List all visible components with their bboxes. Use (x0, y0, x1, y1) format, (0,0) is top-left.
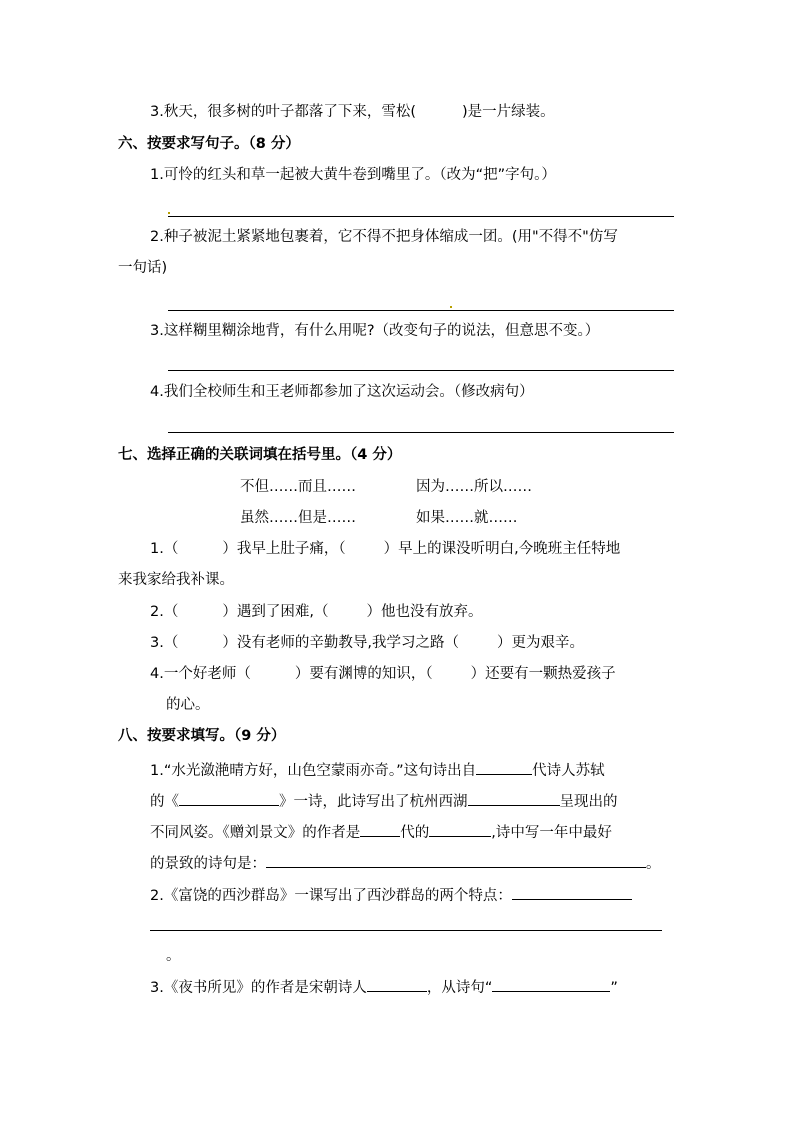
answer-blank[interactable] (179, 790, 279, 806)
section-heading: 六、按要求写句子。（8 分） (118, 136, 300, 152)
question-text: 3.这样糊里糊涂地背，有什么用呢?（改变句子的说法，但意思不变。） (150, 323, 600, 339)
decorative-dot (168, 212, 170, 214)
answer-blank[interactable] (512, 884, 632, 900)
question-text: 一句话) (118, 260, 168, 276)
question-text: 的心。 (166, 697, 210, 713)
option-item: 如果……就…… (416, 510, 518, 526)
answer-line[interactable] (150, 930, 662, 931)
question-row: 1.（ ）我早上肚子痛，（ ）早上的课没听明白,今晚班主任特地 (150, 541, 621, 557)
option-item: 虽然……但是…… (240, 510, 356, 526)
question-row: 1.“水光潋滟晴方好，山色空蒙雨亦奇。”这句诗出自 代诗人苏轼 (150, 759, 605, 781)
answer-blank[interactable] (492, 976, 610, 992)
question-row: 的景致的诗句是： 。 (150, 852, 661, 874)
question-text: 3.秋天，很多树的叶子都落了下来，雪松( (150, 104, 416, 120)
answer-blank[interactable] (360, 821, 400, 837)
answer-blank[interactable] (429, 821, 491, 837)
question-text: 1.可怜的红头和草一起被大黄牛卷到嘴里了。（改为“把”字句。） (150, 167, 556, 183)
answer-line[interactable] (168, 216, 674, 217)
option-item: 因为……所以…… (416, 479, 532, 495)
answer-line[interactable] (168, 310, 674, 311)
answer-blank[interactable] (468, 790, 560, 806)
question-text: 。 (166, 948, 181, 964)
answer-line[interactable] (168, 370, 674, 371)
answer-line[interactable] (168, 432, 674, 433)
question-row (150, 102, 555, 122)
section-heading: 八、按要求填写。（9 分） (118, 728, 286, 744)
question-text: 来我家给我补课。 (118, 572, 234, 588)
question-row: 不同风姿。《赠刘景文》的作者是 代的 ,诗中写一年中最好 (150, 821, 612, 843)
answer-blank[interactable] (367, 976, 427, 992)
option-item: 不但……而且…… (240, 479, 356, 495)
question-text: 4.我们全校师生和王老师都参加了这次运动会。（修改病句） (150, 384, 534, 400)
question-row: 的《 》一诗，此诗写出了杭州西湖 呈现出的 (150, 790, 618, 812)
answer-blank[interactable] (476, 759, 532, 775)
answer-blank[interactable] (266, 852, 646, 868)
question-row: 3.《夜书所见》的作者是宋朝诗人 ，从诗句“ ” (150, 976, 618, 998)
question-row: 2.《富饶的西沙群岛》一课写出了西沙群岛的两个特点： (150, 884, 632, 906)
question-text: )是一片绿装。 (462, 104, 555, 120)
question-row: 3.（ ）没有老师的辛勤教导,我学习之路（ ）更为艰辛。 (150, 635, 584, 651)
section-heading: 七、选择正确的关联词填在括号里。（4 分） (118, 447, 402, 463)
question-row: 4.一个好老师（ ）要有渊博的知识，（ ）还要有一颗热爱孩子 (150, 666, 616, 682)
decorative-dot (450, 306, 452, 308)
question-text: 2.种子被泥土紧紧地包裹着，它不得不把身体缩成一团。(用"不得不"仿写 (150, 229, 618, 245)
question-row: 2.（ ）遇到了困难,（ ）他也没有放弃。 (150, 604, 483, 620)
